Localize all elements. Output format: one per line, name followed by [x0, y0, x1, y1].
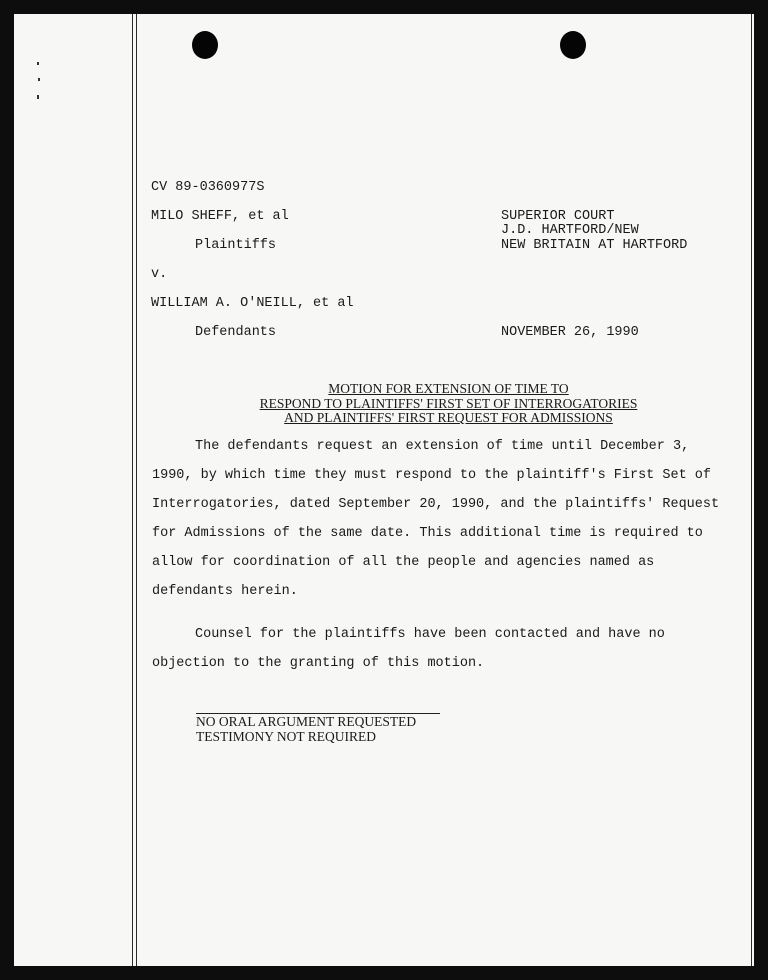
title-line: RESPOND TO PLAINTIFFS' FIRST SET OF INTERROGATORIES — [259, 395, 638, 411]
motion-title — [207, 382, 690, 426]
punch-hole — [560, 31, 586, 59]
speck — [38, 78, 40, 81]
court-location: NEW BRITAIN AT HARTFORD — [501, 238, 688, 253]
punch-hole — [192, 31, 218, 59]
margin-rule — [132, 14, 133, 966]
defendant-name: WILLIAM A. O'NEILL, et al — [151, 296, 354, 311]
defendant-role: Defendants — [195, 325, 277, 340]
speck — [37, 62, 39, 65]
document-page — [14, 14, 754, 966]
court-district: J.D. HARTFORD/NEW — [501, 223, 639, 238]
plaintiff-name: MILO SHEFF, et al — [151, 209, 289, 224]
footer-note: TESTIMONY NOT REQUIRED — [196, 729, 376, 744]
plaintiff-role: Plaintiffs — [195, 238, 277, 253]
court-name: SUPERIOR COURT — [501, 209, 615, 224]
speck — [37, 95, 39, 99]
right-margin-rule — [751, 14, 752, 966]
body-paragraph: The defendants request an extension of time until December 3, 1990, by which time they must respond to the plaintiff's First Set of Interrogatories, dated September 20, 1990, and the plaintiffs' Request for Admissions of the same date. This additional time is required to allow for coordination of all the people and agencies named as defendants herein. — [152, 439, 720, 599]
versus: v. — [151, 267, 168, 282]
filing-date: NOVEMBER 26, 1990 — [501, 325, 639, 340]
title-line: AND PLAINTIFFS' FIRST REQUEST FOR ADMISSIONS — [284, 410, 613, 425]
footer-notes — [196, 714, 416, 744]
case-number: CV 89-0360977S — [151, 180, 265, 195]
body-paragraph: Counsel for the plaintiffs have been contacted and have no objection to the granting of this motion. — [152, 627, 665, 671]
title-line: MOTION FOR EXTENSION OF TIME TO — [328, 381, 569, 396]
footer-note: NO ORAL ARGUMENT REQUESTED — [196, 714, 417, 729]
margin-rule — [136, 14, 137, 966]
